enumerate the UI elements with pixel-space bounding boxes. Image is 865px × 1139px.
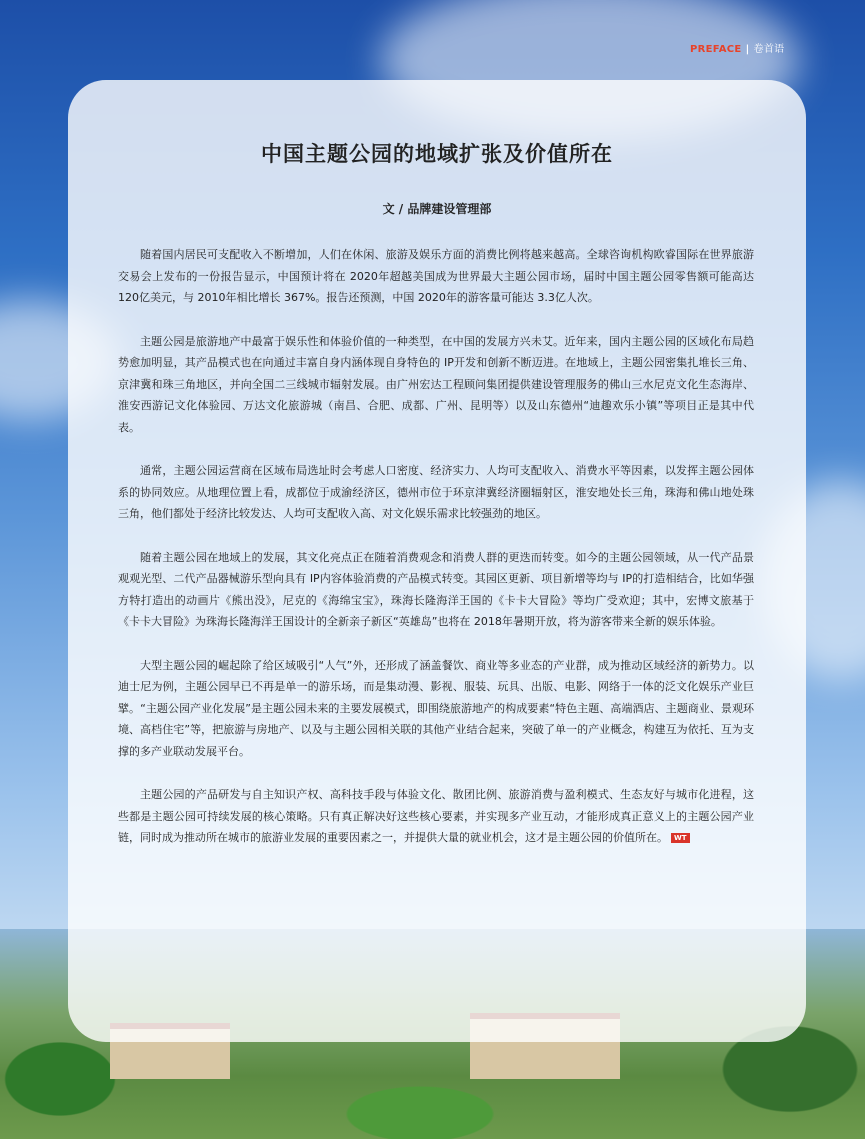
paragraph: 大型主题公园的崛起除了给区域吸引“人气”外，还形成了涵盖餐饮、商业等多业态的产业群，成为推动区域经济的新势力。以迪士尼为例，主题公园早已不再是单一的游乐场，而是集动漫、影视、服装、玩具、出版、电影、网络于一体的泛文化娱乐产业巨擘。“主题公园产业化发展”是主题公园未来的主要发展模式，即围绕旅游地产的构成要素“特色主题、高端酒店、主题商业、景观环境、高档住宅”等，把旅游与房地产、以及与主题公园相关联的其他产业结合起来，突破了单一的产业概念，构建互为依托、互为支撑的多产业联动发展平台。 [118,658,754,758]
paragraph: 主题公园是旅游地产中最富于娱乐性和体验价值的一种类型，在中国的发展方兴未艾。近年来，国内主题公园的区域化布局趋势愈加明显，其产品模式也在向通过丰富自身内涵体现自身特色的 IP开发和创新不断迈进。在地域上，主题公园密集扎堆长三角、京津冀和珠三角地区，并向全国二三线城市辐射发展。由广州宏达工程顾问集团提供建设管理服务的佛山三水尼克文化生态海岸、淮安西游记文化体验园、万达文化旅游城（南昌、合肥、成都、广州、昆明等）以及山东德州“迪趣欢乐小镇”等项目正是其中代表。 [118,334,754,434]
article-body [118,244,754,871]
article-title: 中国主题公园的地域扩张及价值所在 [261,142,613,166]
paragraph: 随着主题公园在地域上的发展，其文化亮点正在随着消费观念和消费人群的更迭而转变。如今的主题公园领域，从一代产品景观观光型、二代产品器械游乐型向具有 IP内容体验消费的产品模式转变。其园区更新、项目新增等均与 IP的打造相结合，比如华强方特打造出的动画片《熊出没》，尼克的《海绵宝宝》，珠海长隆海洋王国的《卡卡大冒险》等均广受欢迎；其中，宏博文旅基于《卡卡大冒险》为珠海长隆海洋王国设计的全新亲子新区“英雄岛”也将在 2018年暑期开放，将为游客带来全新的娱乐体验。 [118,550,754,628]
section-separator: | [745,44,750,55]
article-byline: 文 / 品牌建设管理部 [382,202,492,216]
section-label-cn: 卷首语 [753,44,785,55]
section-header [690,40,784,55]
paragraph: 随着国内居民可支配收入不断增加，人们在休闲、旅游及娱乐方面的消费比例将越来越高。全球咨询机构欧睿国际在世界旅游交易会上发布的一份报告显示，中国预计将在 2020年超越美国成为世界最大主题公园市场，届时中国主题公园零售额可能高达 120亿美元，与 2010年相比增长 367%。报告还预测，中国 2020年的游客量可能达 3.3亿人次。 [118,248,754,304]
paragraph: 通常，主题公园运营商在区域布局选址时会考虑人口密度、经济实力、人均可支配收入、消费水平等因素，以发挥主题公园体系的协同效应。从地理位置上看，成都位于成渝经济区，德州市位于环京津冀经济圈辐射区，淮安地处长三角，珠海和佛山地处珠三角，他们都处于经济比较发达、人均可支配收入高、对文化娱乐需求比较强劲的地区。 [118,464,754,520]
section-label-en: PREFACE [690,44,742,55]
paragraph-text: 主题公园的产品研发与自主知识产权、高科技手段与体验文化、散团比例、旅游消费与盈利模式、生态友好与城市化进程，这些都是主题公园可持续发展的核心策略。只有真正解决好这些核心要素，并实现多产业互动，才能形成真正意义上的主题公园产业链，同时成为推动所在城市的旅游业发展的重要因素之一，并提供大量的就业机会，这才是主题公园的价值所在。 [118,788,754,844]
paragraph-last [118,784,754,849]
end-mark: WT [671,833,690,843]
